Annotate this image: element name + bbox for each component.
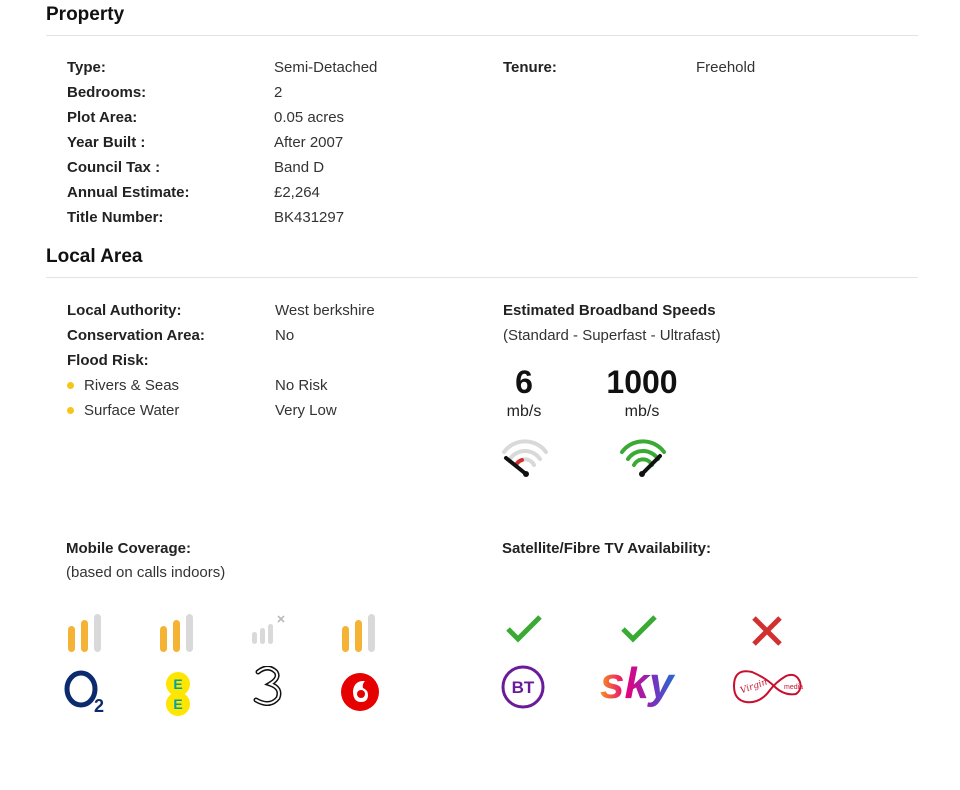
ultrafast-speed-value: 1000 xyxy=(606,364,678,400)
svg-text:E: E xyxy=(173,696,183,712)
local-area-divider xyxy=(46,277,918,278)
svg-text:2: 2 xyxy=(94,696,105,714)
council-tax-value: Band D xyxy=(274,159,325,176)
o2-logo-icon xyxy=(64,670,110,714)
ultrafast-speed-unit: mb/s xyxy=(624,403,660,420)
bt-available-check-icon xyxy=(505,614,543,644)
virgin-unavailable-cross-icon xyxy=(750,614,784,648)
three-no-signal-icon xyxy=(250,614,290,654)
wifi-gauge-high-icon xyxy=(618,436,668,478)
property-divider xyxy=(46,35,918,36)
local-authority-value: West berkshire xyxy=(275,302,375,319)
bullet-dot-icon xyxy=(67,382,74,389)
property-section-title: Property xyxy=(46,4,125,25)
surface-water-value: Very Low xyxy=(275,402,337,419)
flood-item-surface xyxy=(67,401,179,421)
local-authority-label: Local Authority: xyxy=(67,302,182,319)
broadband-subtitle: (Standard - Superfast - Ultrafast) xyxy=(503,327,721,344)
tenure-value: Freehold xyxy=(696,59,756,76)
virgin-media-sub-text: media xyxy=(784,684,804,691)
annual-estimate-value: £2,264 xyxy=(274,184,320,201)
ee-logo-icon xyxy=(162,672,194,716)
mobile-coverage-subtitle: (based on calls indoors) xyxy=(66,564,226,581)
conservation-area-value: No xyxy=(275,327,295,344)
year-built-label: Year Built : xyxy=(67,134,146,151)
virgin-logo-text: Virgin xyxy=(739,677,769,697)
standard-speed-value: 6 xyxy=(515,364,533,400)
rivers-seas-label: Rivers & Seas xyxy=(84,377,180,394)
local-area-section-title: Local Area xyxy=(46,246,143,267)
bt-logo-text: BT xyxy=(511,678,535,697)
o2-signal-bars-icon xyxy=(66,614,106,654)
virgin-media-logo-icon xyxy=(730,664,804,710)
bedrooms-label: Bedrooms: xyxy=(67,84,147,101)
tv-availability-title: Satellite/Fibre TV Availability: xyxy=(502,540,711,557)
mobile-coverage-title: Mobile Coverage: xyxy=(66,540,192,557)
bt-logo-icon xyxy=(500,664,548,710)
conservation-area-label: Conservation Area: xyxy=(67,327,205,344)
svg-text:E: E xyxy=(173,676,183,692)
annual-estimate-label: Annual Estimate: xyxy=(67,184,190,201)
bedrooms-value: 2 xyxy=(274,84,283,101)
plot-area-label: Plot Area: xyxy=(67,109,138,126)
sky-logo-text: sky xyxy=(600,660,674,708)
type-value: Semi-Detached xyxy=(274,59,378,76)
three-logo-icon xyxy=(250,666,286,706)
rivers-seas-value: No Risk xyxy=(275,377,328,394)
vodafone-signal-bars-icon xyxy=(340,614,380,654)
tenure-label: Tenure: xyxy=(503,59,557,76)
ee-signal-bars-icon xyxy=(158,614,198,654)
type-label: Type: xyxy=(67,59,106,76)
plot-area-value: 0.05 acres xyxy=(274,109,345,126)
sky-logo-icon xyxy=(598,660,682,714)
sky-available-check-icon xyxy=(620,614,658,644)
council-tax-label: Council Tax : xyxy=(67,159,161,176)
flood-risk-label: Flood Risk: xyxy=(67,352,149,369)
bullet-dot-icon xyxy=(67,407,74,414)
title-number-label: Title Number: xyxy=(67,209,164,226)
vodafone-logo-icon xyxy=(340,672,380,712)
wifi-gauge-low-icon xyxy=(500,436,550,478)
year-built-value: After 2007 xyxy=(274,134,344,151)
standard-speed-unit: mb/s xyxy=(506,403,542,420)
surface-water-label: Surface Water xyxy=(84,402,180,419)
flood-item-rivers xyxy=(67,376,179,396)
title-number-value: BK431297 xyxy=(274,209,345,226)
broadband-title: Estimated Broadband Speeds xyxy=(503,302,716,319)
